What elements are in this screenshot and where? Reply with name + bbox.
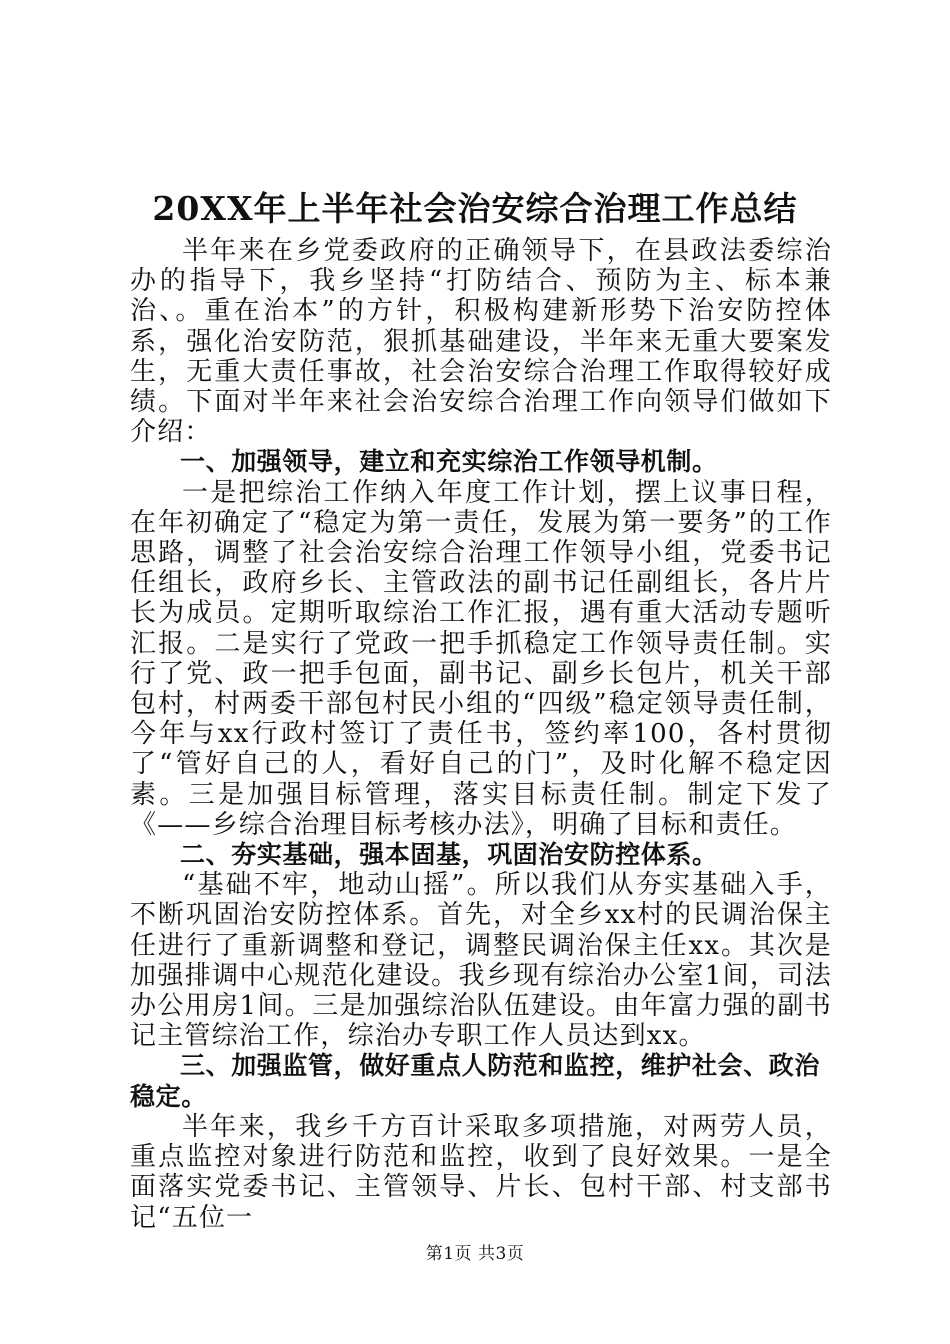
- section-3-paragraph: 半年来，我乡千方百计采取多项措施，对两劳人员，重点监控对象进行防范和监控，收到了良好效果。一是全面落实党委书记、主管领导、片长、包村干部、村支部书记“五位一: [130, 1111, 832, 1233]
- section-heading-1: 一、加强领导，建立和充实综治工作领导机制。: [180, 447, 718, 477]
- section-heading-3: 三、加强监管，做好重点人防范和监控，维护社会、政治稳定。: [130, 1051, 821, 1111]
- document-body: [130, 236, 832, 1233]
- page-number-footer: 第1页 共3页: [425, 1244, 525, 1264]
- section-2-paragraph: “基础不牢，地动山摇”。所以我们从夯实基础入手，不断巩固治安防控体系。首先，对全乡xx村的民调治保主任进行了重新调整和登记，调整民调治保主任xx。其次是加强排调中心规范化建设。我乡现有综治办公室1间，司法办公用房1间。三是加强综治队伍建设。由年富力强的副书记主管综治工作，综治办专职工作人员达到xx。: [130, 870, 832, 1052]
- section-1-paragraph: 一是把综治工作纳入年度工作计划，摆上议事日程，在年初确定了“稳定为第一责任，发展为第一要务”的工作思路，调整了社会治安综合治理工作领导小组，党委书记任组长，政府乡长、主管政法的副书记任副组长，各片片长为成员。定期听取综治工作汇报，遇有重大活动专题听汇报。二是实行了党政一把手抓稳定工作领导责任制。实行了党、政一把手包面，副书记、副乡长包片，机关干部包村，村两委干部包村民小组的“四级”稳定领导责任制，今年与xx行政村签订了责任书，签约率100，各村贯彻了“管好自己的人，看好自己的门”，及时化解不稳定因素。三是加强目标管理，落实目标责任制。制定下发了《——乡综合治理目标考核办法》，明确了目标和责任。: [130, 477, 832, 840]
- section-heading-2: 二、夯实基础，强本固基，巩固治安防控体系。: [180, 840, 718, 870]
- document-title: 20XX年上半年社会治安综合治理工作总结: [152, 189, 798, 228]
- intro-paragraph: 半年来在乡党委政府的正确领导下，在县政法委综治办的指导下，我乡坚持“打防结合、预防为主、标本兼治、。重在治本”的方针，积极构建新形势下治安防控体系，强化治安防范，狠抓基础建设，半年来无重大要案发生，无重大责任事故，社会治安综合治理工作取得较好成绩。下面对半年来社会治安综合治理工作向领导们做如下介绍：: [130, 236, 832, 448]
